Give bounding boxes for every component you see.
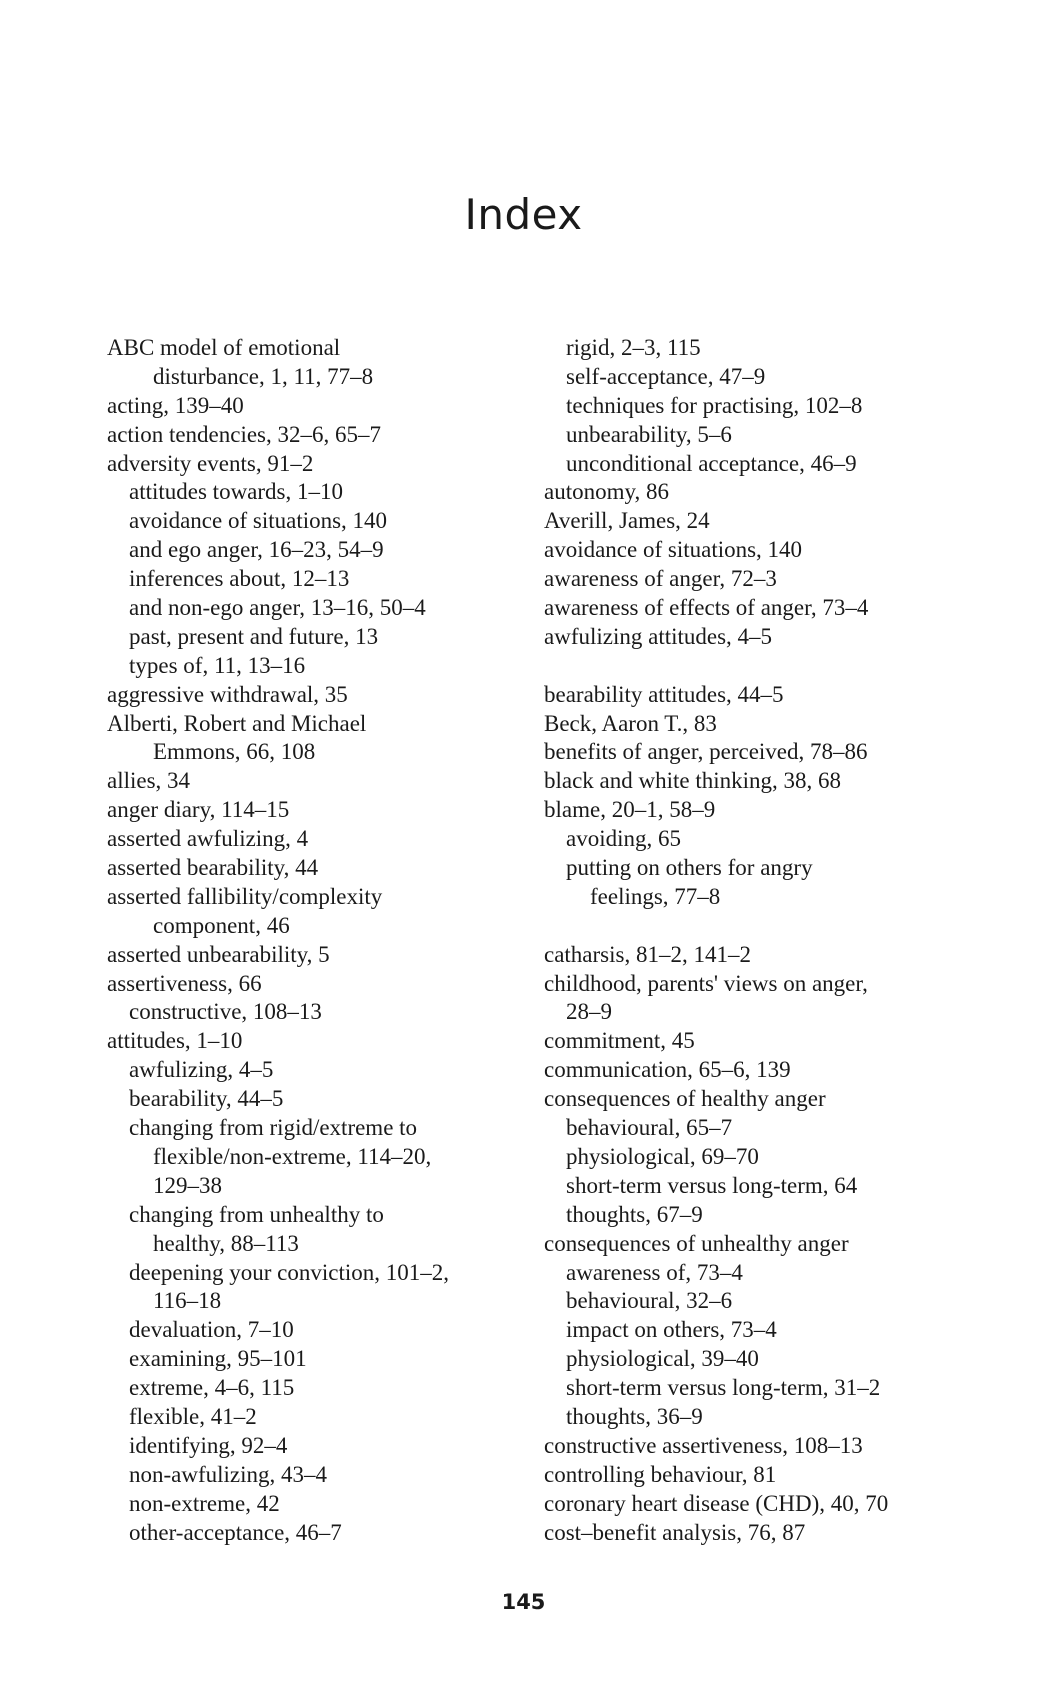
index-subentry: non-awfulizing, 43–4 — [129, 1461, 328, 1487]
index-entry: Averill, James, 24 — [544, 508, 710, 534]
index-entry: catharsis, 81–2, 141–2 — [544, 941, 751, 967]
index-subentry: putting on others for angry — [566, 855, 813, 881]
index-entry: black and white thinking, 38, 68 — [544, 768, 842, 794]
index-entry: constructive assertiveness, 108–13 — [544, 1432, 863, 1458]
index-entry: autonomy, 86 — [544, 479, 669, 505]
index-entry: Beck, Aaron T., 83 — [544, 710, 717, 736]
index-subentry: changing from unhealthy to — [129, 1201, 384, 1227]
index-entry: adversity events, 91–2 — [107, 450, 314, 476]
index-entry: awareness of anger, 72–3 — [544, 566, 777, 592]
index-entry: communication, 65–6, 139 — [544, 1057, 791, 1083]
index-subentry: short-term versus long-term, 64 — [566, 1172, 858, 1198]
index-entry: anger diary, 114–15 — [107, 797, 290, 823]
index-entry: allies, 34 — [107, 768, 191, 794]
index-subentry: impact on others, 73–4 — [566, 1317, 777, 1343]
index-subentry: 28–9 — [566, 999, 612, 1025]
index-entry: aggressive withdrawal, 35 — [107, 681, 348, 707]
index-entry: 116–18 — [153, 1288, 222, 1314]
blank-line — [544, 912, 984, 941]
index-entry: action tendencies, 32–6, 65–7 — [107, 421, 382, 447]
index-subentry: self-acceptance, 47–9 — [566, 363, 766, 389]
index-entry: childhood, parents' views on anger, — [544, 970, 868, 996]
page-title: Index — [464, 190, 583, 240]
index-entry: consequences of unhealthy anger — [544, 1230, 849, 1256]
index-subentry: attitudes towards, 1–10 — [129, 479, 343, 505]
blank-line — [544, 652, 984, 681]
index-subentry: devaluation, 7–10 — [129, 1317, 294, 1343]
index-entry: asserted fallibility/complexity — [107, 883, 383, 909]
index-column-right — [544, 334, 984, 1547]
page-number: 145 — [501, 1590, 546, 1614]
index-subentry: physiological, 39–40 — [566, 1346, 759, 1372]
index-entry: commitment, 45 — [544, 1028, 695, 1054]
index-entry: Alberti, Robert and Michael — [107, 710, 367, 736]
index-column-left — [107, 334, 547, 1547]
index-subentry: thoughts, 36–9 — [566, 1403, 703, 1429]
index-subentry: avoidance of situations, 140 — [129, 508, 388, 534]
index-subentry: behavioural, 65–7 — [566, 1115, 733, 1141]
index-subentry: changing from rigid/extreme to — [129, 1115, 418, 1141]
index-entry: feelings, 77–8 — [590, 883, 721, 909]
index-subentry: techniques for practising, 102–8 — [566, 392, 863, 418]
index-subentry: and ego anger, 16–23, 54–9 — [129, 537, 384, 563]
index-entry: controlling behaviour, 81 — [544, 1461, 777, 1487]
index-subentry: avoiding, 65 — [566, 826, 681, 852]
index-entry: bearability attitudes, 44–5 — [544, 681, 784, 707]
index-subentry: awareness of, 73–4 — [566, 1259, 743, 1285]
index-subentry: behavioural, 32–6 — [566, 1288, 733, 1314]
index-subentry: types of, 11, 13–16 — [129, 652, 306, 678]
index-subentry: non-extreme, 42 — [129, 1490, 280, 1516]
index-subentry: identifying, 92–4 — [129, 1432, 288, 1458]
index-entry: asserted bearability, 44 — [107, 855, 319, 881]
index-entry: acting, 139–40 — [107, 392, 244, 418]
index-entry: blame, 20–1, 58–9 — [544, 797, 716, 823]
index-subentry: short-term versus long-term, 31–2 — [566, 1375, 881, 1401]
index-entry: ABC model of emotional — [107, 335, 341, 360]
index-subentry: other-acceptance, 46–7 — [129, 1519, 342, 1545]
index-subentry: deepening your conviction, 101–2, — [129, 1259, 450, 1285]
index-entry: asserted awfulizing, 4 — [107, 826, 309, 852]
index-entry: awfulizing attitudes, 4–5 — [544, 623, 773, 649]
index-subentry: past, present and future, 13 — [129, 623, 379, 649]
index-entry: benefits of anger, perceived, 78–86 — [544, 739, 868, 765]
index-subentry: constructive, 108–13 — [129, 999, 322, 1025]
index-subentry: physiological, 69–70 — [566, 1143, 759, 1169]
index-entry: asserted unbearability, 5 — [107, 941, 330, 967]
index-entry: coronary heart disease (CHD), 40, 70 — [544, 1490, 889, 1516]
index-entry: Emmons, 66, 108 — [153, 739, 316, 765]
index-entry: 129–38 — [153, 1172, 222, 1198]
index-subentry: unbearability, 5–6 — [566, 421, 732, 447]
index-subentry: inferences about, 12–13 — [129, 566, 350, 592]
index-entry: awareness of effects of anger, 73–4 — [544, 595, 869, 621]
index-entry: healthy, 88–113 — [153, 1230, 299, 1256]
index-subentry: rigid, 2–3, 115 — [566, 335, 701, 360]
index-entry: attitudes, 1–10 — [107, 1028, 243, 1054]
index-subentry: awfulizing, 4–5 — [129, 1057, 274, 1083]
index-subentry: extreme, 4–6, 115 — [129, 1375, 295, 1401]
index-entry: flexible/non-extreme, 114–20, — [153, 1143, 432, 1169]
index-entry: component, 46 — [153, 912, 290, 938]
index-entry: cost–benefit analysis, 76, 87 — [544, 1519, 806, 1545]
index-entry: avoidance of situations, 140 — [544, 537, 803, 563]
index-subentry: examining, 95–101 — [129, 1346, 307, 1372]
index-entry: consequences of healthy anger — [544, 1086, 826, 1112]
index-subentry: bearability, 44–5 — [129, 1086, 284, 1112]
index-subentry: thoughts, 67–9 — [566, 1201, 703, 1227]
index-subentry: and non-ego anger, 13–16, 50–4 — [129, 595, 426, 621]
index-subentry: flexible, 41–2 — [129, 1403, 257, 1429]
index-entry: assertiveness, 66 — [107, 970, 262, 996]
index-entry: disturbance, 1, 11, 77–8 — [153, 363, 374, 389]
index-subentry: unconditional acceptance, 46–9 — [566, 450, 857, 476]
